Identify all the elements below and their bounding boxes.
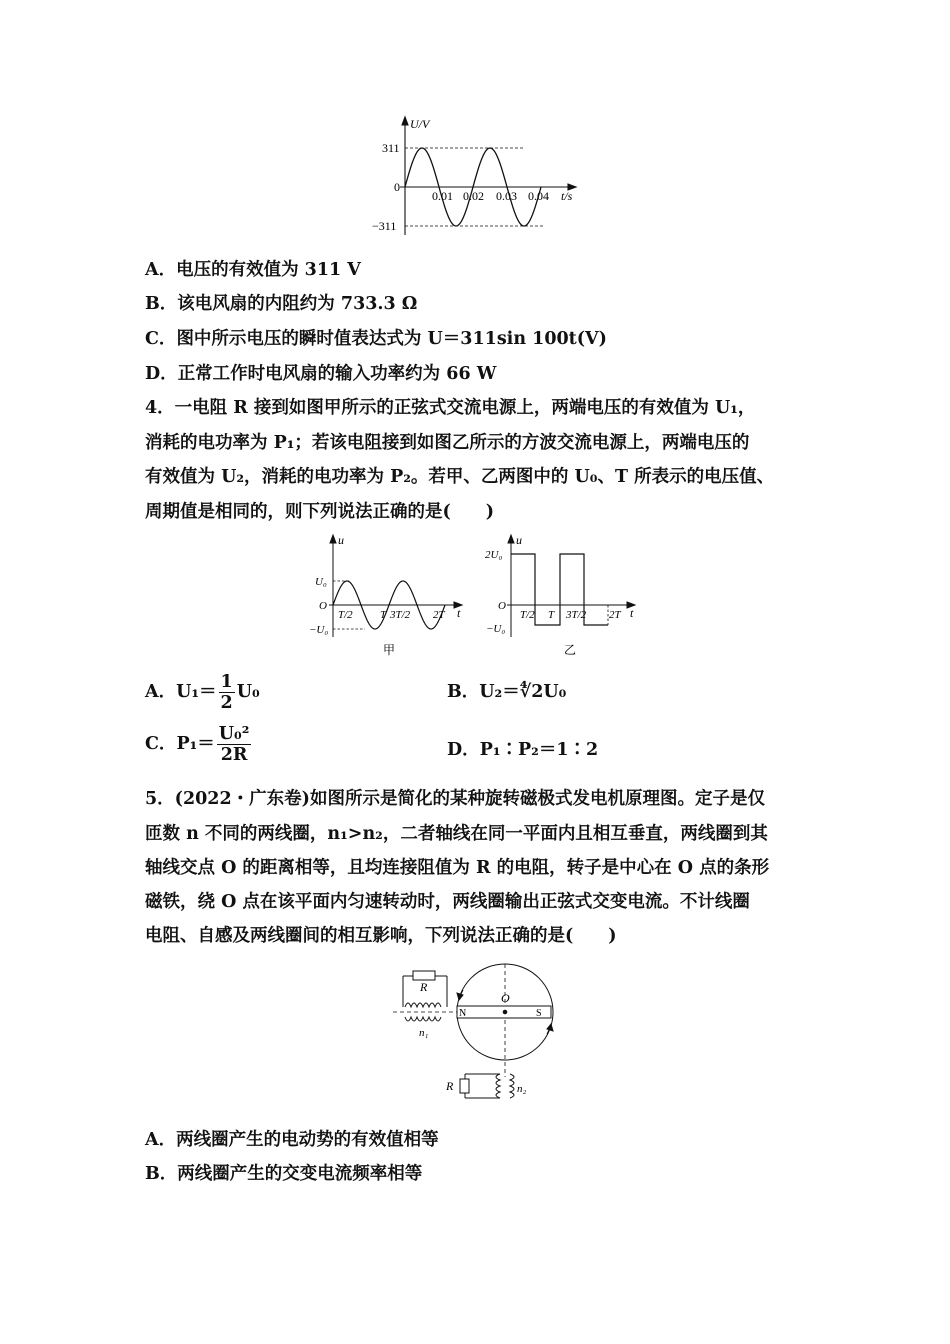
- fig-label-r2: R: [446, 1079, 454, 1093]
- q5-stem-line-5: 电阻、自感及两线圈间的相互影响，下列说法正确的是( ): [145, 926, 617, 946]
- jia-caption: 甲: [383, 643, 396, 657]
- jia-y-neg-u0: −U₀: [309, 624, 329, 636]
- q4-option-b[interactable]: B．U₂＝∜2U₀: [447, 682, 567, 702]
- generator-diagram: [385, 962, 565, 1112]
- yi-y-label: u: [516, 533, 522, 547]
- yi-y-o: O: [498, 600, 506, 612]
- yi-x-t: T: [548, 609, 555, 621]
- q3-option-c[interactable]: C．图中所示电压的瞬时值表达式为 U＝311sin 100t(V): [145, 329, 607, 349]
- q4-stem-line-4: 周期值是相同的，则下列说法正确的是( ): [145, 502, 495, 522]
- q3-option-a[interactable]: A．电压的有效值为 311 V: [145, 260, 361, 280]
- fig-label-n: N: [459, 1008, 467, 1019]
- q4-option-c[interactable]: C．P₁＝ $\frac{\text{U₀²}}{2R}$: [145, 724, 250, 765]
- q4-option-d[interactable]: D．P₁∶P₂＝1∶2: [447, 740, 599, 760]
- y-axis-label: U/V: [410, 117, 430, 131]
- fig-label-s: S: [536, 1008, 542, 1019]
- q3-option-d[interactable]: D．正常工作时电风扇的输入功率约为 66 W: [145, 364, 497, 384]
- fig-yi-square: [478, 532, 643, 660]
- jia-x-label: t: [457, 606, 461, 620]
- jia-x-t: T: [380, 609, 387, 621]
- yi-caption: 乙: [564, 643, 577, 657]
- jia-x-2t: 2T: [433, 609, 445, 621]
- fig1-voltage-graph: [360, 115, 590, 240]
- x-tick-003: 0.03: [496, 189, 517, 203]
- x-tick-004: 0.04: [528, 189, 549, 203]
- q4-stem-line-1: 4．一电阻 R 接到如图甲所示的正弦式交流电源上，两端电压的有效值为 U₁，: [145, 398, 756, 418]
- y-tick-neg311: −311: [372, 219, 397, 233]
- q4-option-a[interactable]: A．U₁＝ $\frac{1}{2}$ U₀: [145, 672, 260, 713]
- x-tick-001: 0.01: [432, 189, 453, 203]
- q5-stem-line-3: 轴线交点 O 的距离相等，且均连接阻值为 R 的电阻，转子是中心在 O 点的条形: [145, 858, 770, 878]
- yi-x-3t-half: 3T/2: [566, 609, 587, 621]
- fig-jia-sine: [305, 532, 470, 660]
- q5-option-b[interactable]: B．两线圈产生的交变电流频率相等: [145, 1164, 423, 1184]
- jia-x-t-half: T/2: [338, 609, 353, 621]
- yi-x-2t: 2T: [609, 609, 621, 621]
- q4-stem-line-2: 消耗的电功率为 P₁；若该电阻接到如图乙所示的方波交流电源上，两端电压的: [145, 433, 750, 453]
- jia-y-label: u: [338, 533, 344, 547]
- x-axis-label: t/s: [561, 189, 573, 203]
- fig-label-r1: R: [420, 980, 428, 994]
- yi-x-t-half: T/2: [520, 609, 535, 621]
- q5-stem-line-2: 匝数 n 不同的两线圈，n₁>n₂，二者轴线在同一平面内且相互垂直，两线圈到其: [145, 824, 768, 844]
- fig-label-n1: n₁: [419, 1027, 429, 1039]
- q3-option-b[interactable]: B．该电风扇的内阻约为 733.3 Ω: [145, 294, 418, 314]
- yi-y-2u0: 2U₀: [485, 549, 503, 561]
- jia-x-3t-half: 3T/2: [390, 609, 411, 621]
- q5-option-a[interactable]: A．两线圈产生的电动势的有效值相等: [145, 1130, 439, 1150]
- fig-label-n2: n₂: [517, 1083, 527, 1095]
- yi-y-neg-u0: −U₀: [486, 623, 506, 635]
- x-tick-002: 0.02: [463, 189, 484, 203]
- yi-x-label: t: [630, 606, 634, 620]
- fig-label-o: O: [501, 991, 510, 1005]
- y-tick-0: 0: [394, 180, 400, 194]
- jia-y-o: O: [319, 600, 327, 612]
- q5-stem-line-1: 5．(2022・广东卷)如图所示是简化的某种旋转磁极式发电机原理图。定子是仅: [145, 789, 765, 809]
- q5-stem-line-4: 磁铁，绕 O 点在该平面内匀速转动时，两线圈输出正弦式交变电流。不计线圈: [145, 892, 750, 912]
- y-tick-311: 311: [382, 141, 400, 155]
- q4-stem-line-3: 有效值为 U₂，消耗的电功率为 P₂。若甲、乙两图中的 U₀、T 所表示的电压值、: [145, 467, 775, 487]
- jia-y-u0: U₀: [315, 576, 327, 588]
